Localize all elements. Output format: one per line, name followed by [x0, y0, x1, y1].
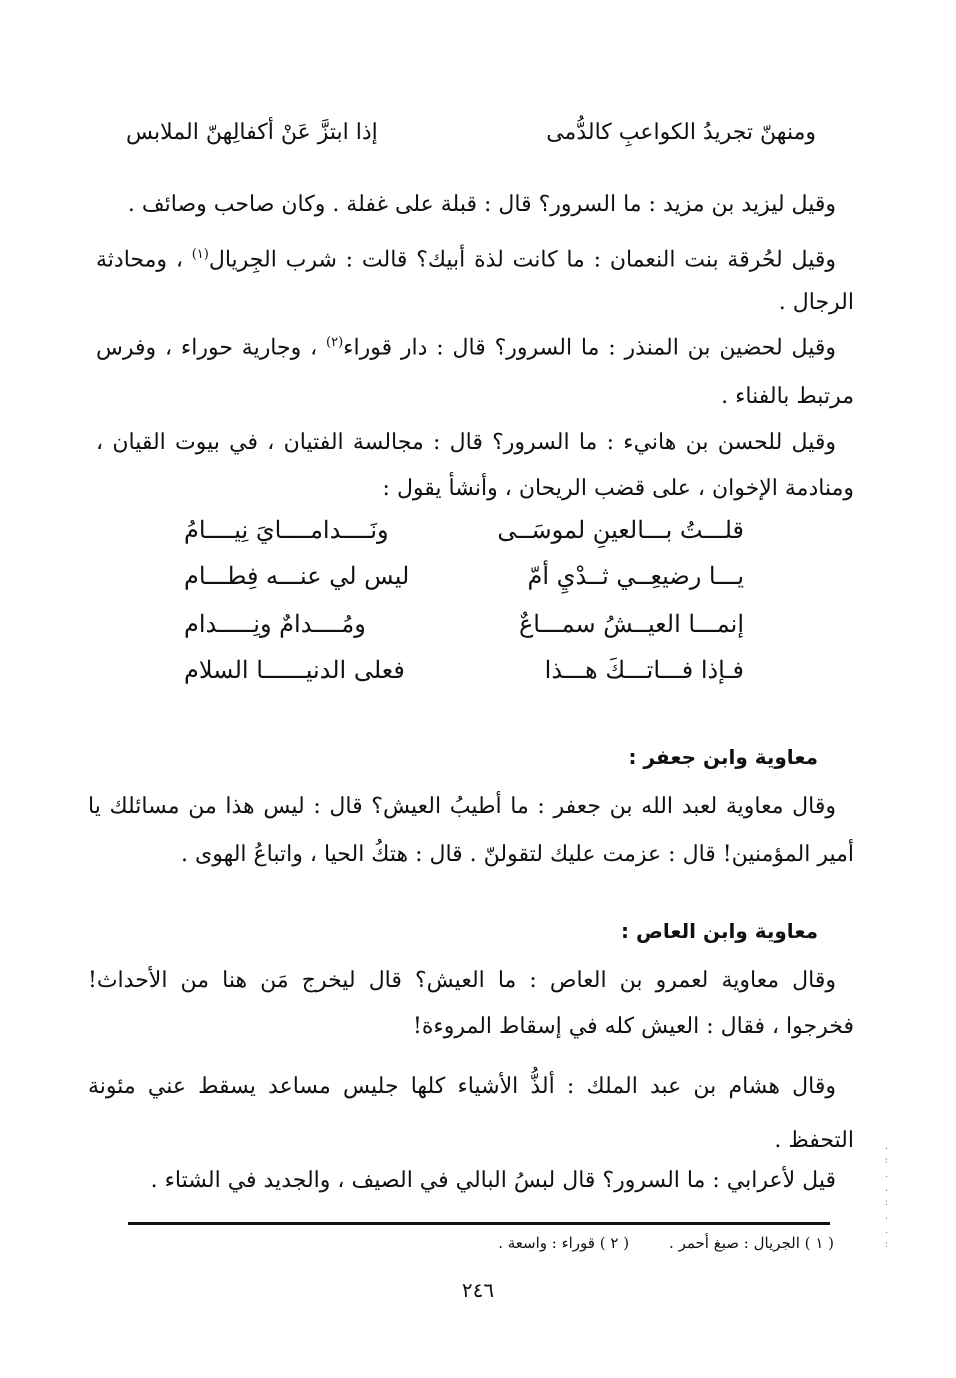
- footnotes: [458, 1234, 834, 1252]
- verse-hemistich-second: فعلى الدنيــــــا السلام: [184, 656, 405, 684]
- opening-verse: [126, 120, 816, 160]
- verse-hemistich-second: ونَــــدامــــايَ نِيــــامُ: [184, 516, 389, 544]
- verse-hemistich-first: فـإذا فـــاتـــكَ هـــذا: [544, 656, 744, 684]
- paragraph-text: وقيل لحضين بن المنذر : ما السرور؟ قال : دار قوراء: [343, 335, 836, 361]
- paragraph-line: وقال معاوية لعمرو بن العاص : ما العيش؟ قال ليخرج مَن هنا من الأحداث!: [88, 968, 836, 993]
- poem-verse: [184, 610, 744, 650]
- paragraph-line: قيل لأعرابي : ما السرور؟ قال لبسُ البالي في الصيف ، والجديد في الشتاء .: [150, 1168, 836, 1193]
- paragraph-text: ، ومحادثة: [96, 247, 192, 273]
- paragraph-line: التحفظ .: [774, 1128, 854, 1153]
- paragraph-line: مرتبط بالفناء .: [721, 384, 854, 409]
- verse-hemistich-first: قلـــتُ بـــالعينِ لموسَــى: [497, 516, 744, 544]
- paragraph-line: وقيل للحسن بن هانيء : ما السرور؟ قال : مجالسة الفتيان ، في بيوت القيان ،: [96, 430, 836, 455]
- footnote-marker: (١): [191, 247, 209, 262]
- footnote-marker: (٢): [326, 335, 344, 350]
- verse-hemistich-second: ليس لي عنـــه فِطـــام: [184, 562, 410, 590]
- verse-hemistich-second: إذا ابتزَّ عَنْ أكفالِهنّ الملابس: [126, 120, 378, 145]
- scan-speck-marks: . : . . : . . :: [884, 1141, 888, 1250]
- paragraph-line: وقال معاوية لعبد الله بن جعفر : ما أطيبُ العيش؟ قال : ليس هذا من مسائلك يا: [88, 794, 836, 819]
- paragraph-line: الرجال .: [778, 290, 854, 315]
- section-heading: معاوية وابن جعفر :: [628, 745, 818, 769]
- paragraph-line: [96, 240, 836, 275]
- poem-verse: [184, 656, 744, 696]
- paragraph-line: ومنادمة الإخوان ، على قضب الريحان ، وأنشأ يقول :: [382, 476, 854, 501]
- section-heading: معاوية وابن العاص :: [620, 919, 818, 943]
- paragraph-text: وقيل لحُرقة بنت النعمان : ما كانت لذة أبيك؟ قالت : شرب الجِريال: [208, 247, 836, 273]
- poem-verse: [184, 516, 744, 556]
- footnote: ( ٢ ) قوراء : واسعة .: [498, 1234, 630, 1252]
- footnote: ( ١ ) الجريال : صبغ أحمر .: [669, 1234, 834, 1252]
- paragraph-line: أمير المؤمنين! قال : عزمت عليك لتقولنّ . قال : هتكُ الحيا ، واتباعُ الهوى .: [181, 842, 854, 867]
- paragraph-text: ، وجارية حوراء ، وفرس: [96, 335, 326, 361]
- verse-hemistich-first: إنمـــا العيــشُ سمـــاعٌ: [518, 610, 744, 638]
- verse-hemistich-second: ومُــــدامٌ ونِـــــدام: [184, 610, 366, 638]
- verse-hemistich-first: ومنهنّ تجريدُ الكواعبِ كالدُّمى: [546, 120, 816, 145]
- paragraph-line: وقيل ليزيد بن مزيد : ما السرور؟ قال : قبلة على غفلة . وكان صاحب وصائف .: [127, 192, 836, 217]
- paragraph-line: [96, 328, 836, 363]
- verse-hemistich-first: يـــا رضيعِــي ثــدْيِ أمّ: [527, 562, 744, 590]
- paragraph-line: وقال هشام بن عبد الملك : ألذُّ الأشياء كلها جليس مساعد يسقط عني مئونة: [88, 1074, 836, 1099]
- page-number: ٢٤٦: [461, 1278, 495, 1302]
- footnote-separator: [128, 1222, 830, 1225]
- paragraph-line: فخرجوا ، فقال : العيش كله في إسقاط المروءة!: [413, 1014, 854, 1039]
- poem-verse: [184, 562, 744, 602]
